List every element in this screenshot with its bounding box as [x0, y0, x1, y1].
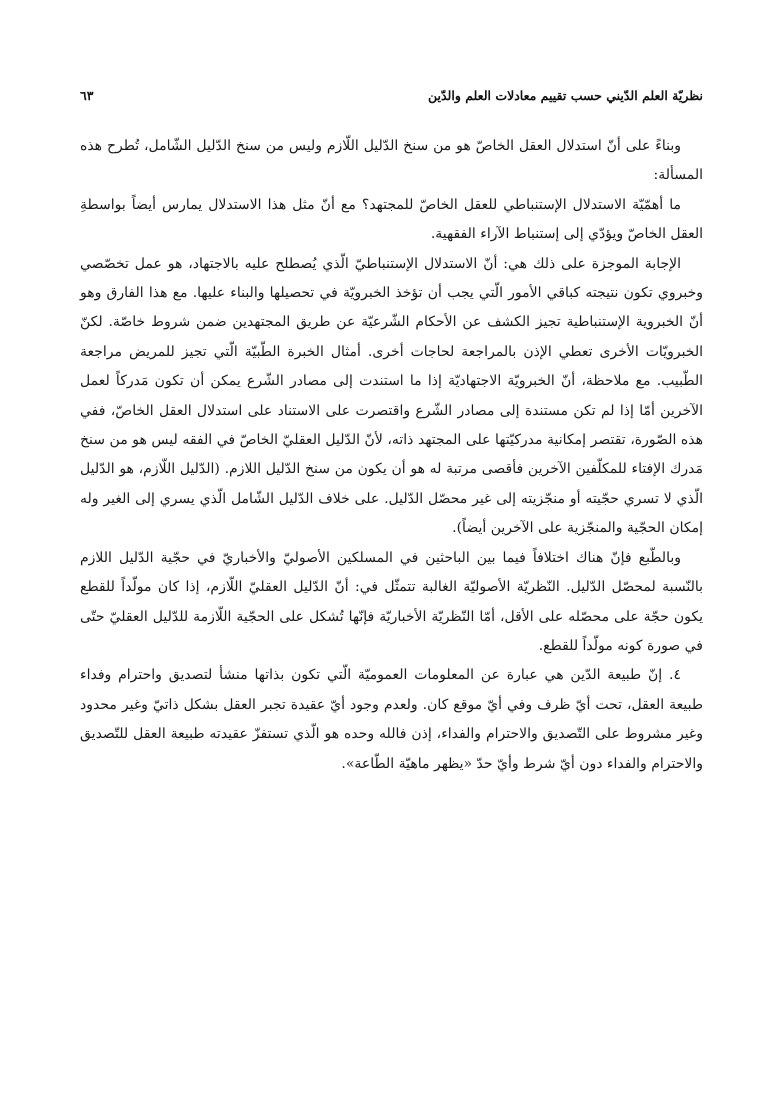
running-header: [80, 88, 703, 110]
paragraph-1: وبناءً على أنّ استدلال العقل الخاصّ هو من سنخ الدّليل اللّازم وليس من سنخ الدّليل الشّامل، تُطرح هذه المسألة:: [80, 138, 703, 184]
body-text: [80, 132, 703, 779]
page-number: ٦٣: [80, 88, 94, 103]
paragraph-point-4: ٤. إنّ طبيعة الدّين هي عبارة عن المعلومات العموميّة الّتي تكون بذاتها منشأ لتصديق واحترام وفداء طبيعة العقل، تحت أيّ ظرف وفي أيّ موقع كان. ولعدم وجود أيّ عقيدة تجبر العقل بشكل ذاتيّ وغير محدود وغير مشروط على التّصديق والاحترام والفداء، إذن فالله وحده هو الّذي تستفزّ عقيدته طبيعة العقل للتّصديق والاحترام والفداء دون أيّ شرط وأيّ حدّ «يظهر ماهيّة الطّاعة».: [80, 667, 703, 772]
paragraph-question: ما أهمّيّة الاستدلال الإستنباطي للعقل الخاصّ للمجتهد؟ مع أنّ مثل هذا الاستدلال يمارس أيضاً بواسطةِ العقل الخاصّ ويؤدّي إلى إستنباط الآراء الفقهية.: [80, 196, 703, 243]
header-title: نظريّة العلم الدّيني حسب تقييم معادلات العلم والدّين: [427, 88, 703, 103]
paragraph-usuli-akhbari: وبالطّبع فإنّ هناك اختلافاً فيما بين الباحثين في المسلكين الأصوليّ والأخباريّ في حجّية الدّليل اللازم بالنّسبة لمحصّل الدّليل. النّظريّة الأصوليّة الغالبة تتمثّل في: أنّ الدّليل العقليّ اللّازم، إذا كان مولّداً للقطع يكون حجّة على محصّله على الأقل، أمّا النّظريّة الأخباريّة فإنّها تُشكل على الحجّية اللّازمة للدّليل العقليّ حتّى في صورة كونه مولّداً للقطع.: [80, 549, 703, 654]
paragraph-answer: الإجابة الموجزة على ذلك هي: أنّ الاستدلال الإستنباطيّ الّذي يُصطلح عليه بالاجتهاد، هو عمل تخصّصي وخبروي تكون نتيجته كباقي الأمور الّتي يجب أن تؤخذ الخبرويّة في تحصيلها والبناء عليها. مع هذا الفارق وهو أنّ الخبروية الإستنباطية تجيز الكشف عن الأحكام الشّرعيّة عن طريق المجتهدين ضمن شروط خاصّة. لكنّ الخبرويّات الأخرى تعطي الإذن بالمراجعة لحاجات أخرى. أمثال الخبرة الطّبيّة الّتي تجيز للمريض مراجعة الطّبيب. مع ملاحظة، أنّ الخبرويّة الاجتهاديّة إذا ما استندت إلى مصادر الشّرع يمكن أن تكون مَدركاً لعمل الآخرين أمّا إذا لم تكن مستندة إلى مصادر الشّرع واقتصرت على الاستناد على استدلال العقل الخاصّ، ففي هذه الصّورة، تقتصر إمكانية مدركيّتها على المجتهد ذاته، لأنّ الدّليل العقليّ الخاصّ في الفقه ليس هو من سنخ مَدرك الإفتاء للمكلّفين الآخرين فأقصى مرتبة له هو أن يكون من سنخ الدّليل اللازم. (الدّليل اللّازم، هو الدّليل الّذي لا تسري حجّيته أو منجّزيته إلى غير محصّل الدّليل. على خلاف الدّليل الشّامل الّذي يسري إلى الغير وله إمكان الحجّية والمنجّزية على الآخرين أيضاً).: [80, 255, 703, 537]
